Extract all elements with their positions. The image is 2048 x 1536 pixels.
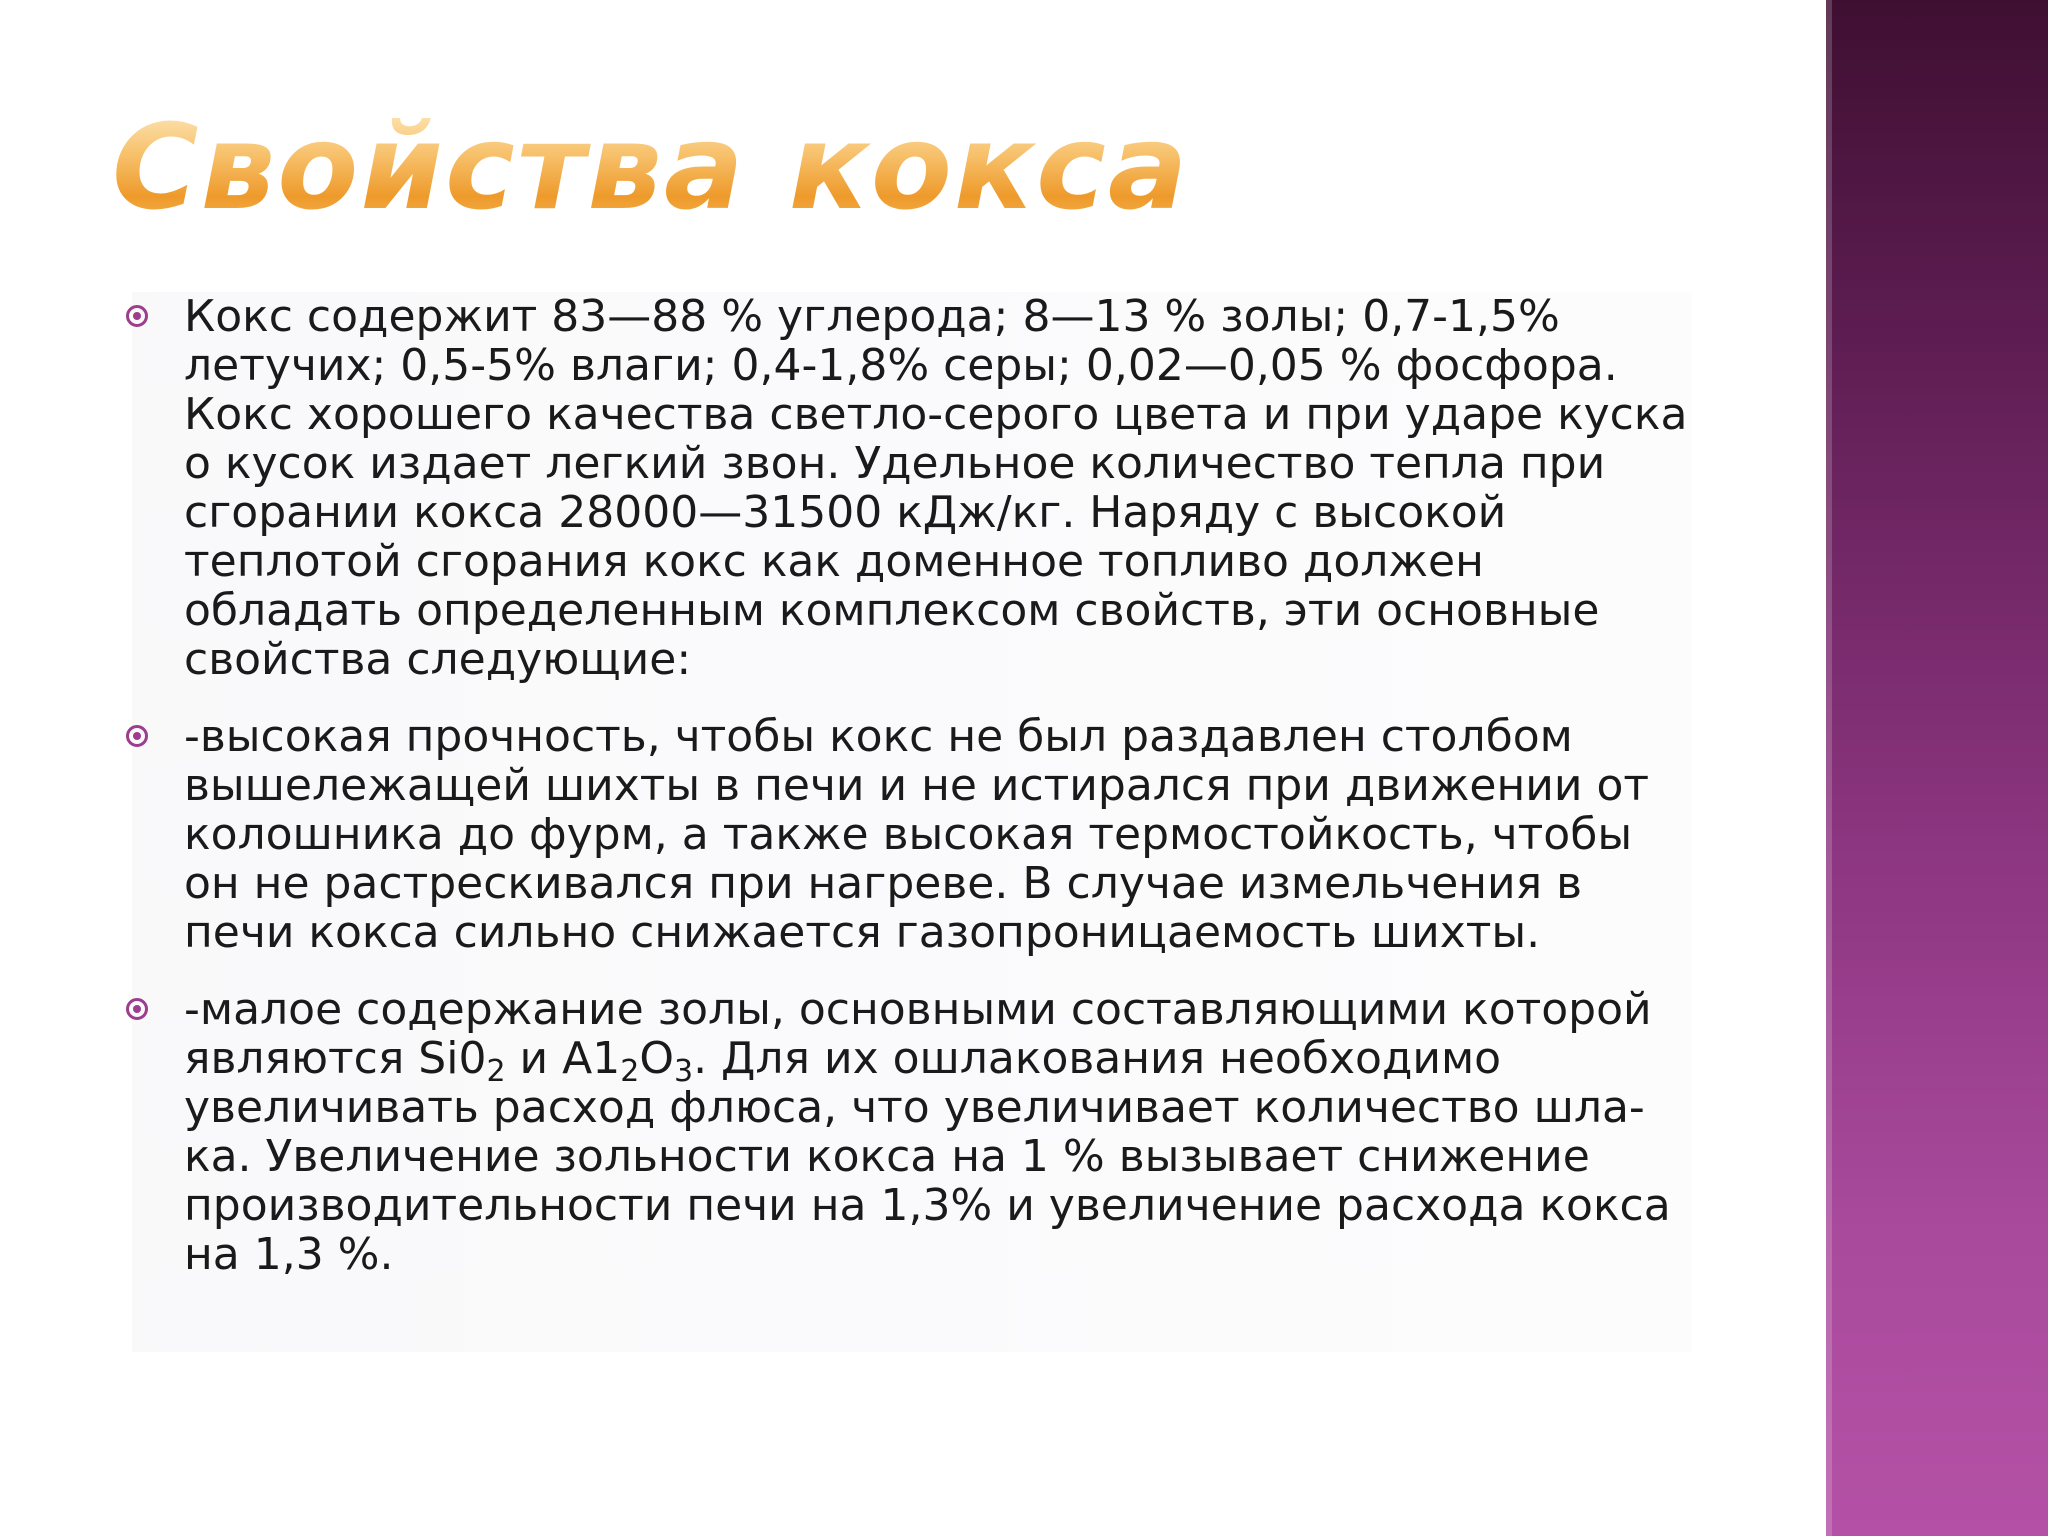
text-part: O <box>639 1033 674 1084</box>
circle-dot-bullet-icon <box>126 998 148 1020</box>
bullet-list <box>184 292 1699 1307</box>
bullet-text: -высокая прочность, чтобы кокс не был раздавлен столбом вышележащей шихты в печи и не истирался при движении от колошника до фурм, а также высокая термостойкость, чтобы он не растрескивался при нагреве. В случае измельчения в печи кокса сильно снижается газопроницаемость шихты. <box>184 711 1649 958</box>
text-part: и A1 <box>505 1033 621 1084</box>
bullet-item-ash <box>184 985 1699 1279</box>
subscript: 3 <box>673 1054 694 1089</box>
subscript: 2 <box>620 1054 640 1089</box>
bullet-text: Кокс содержит 83—88 % углерода; 8—13 % золы; 0,7-1,5% летучих; 0,5-5% влаги; 0,4-1,8% серы; 0,02—0,05 % фосфора. Кокс хорошего качества светло-серого цвета и при ударе куска о кусок издает легкий звон. Удельное количество тепла при сгорании кокса 28000—31500 кДж/кг. Наряду с высокой теплотой сгорания кокс как доменное топливо должен обладать определенным комплексом свойств, эти основные свойства следующие: <box>184 291 1688 685</box>
decorative-side-band <box>1826 0 2048 1536</box>
subscript: 2 <box>486 1054 506 1089</box>
slide-title: Свойства кокса <box>112 98 1190 236</box>
bullet-text <box>184 985 1699 1279</box>
circle-dot-bullet-icon <box>126 305 148 327</box>
bullet-item-composition <box>184 292 1699 684</box>
text-part: -малое содержание золы, основными составляющими которой являются Si0 <box>184 984 1652 1084</box>
bullet-item-strength <box>184 712 1699 957</box>
text-part: . Для их ошлакования необходимо увеличивать расход флюса, что увеличивает количество шла-ка. Увеличение зольности кокса на 1 % вызывает снижение производительности печи на 1,3% и увеличение расхода кокса на 1,3 %. <box>184 1033 1671 1280</box>
circle-dot-bullet-icon <box>126 725 148 747</box>
